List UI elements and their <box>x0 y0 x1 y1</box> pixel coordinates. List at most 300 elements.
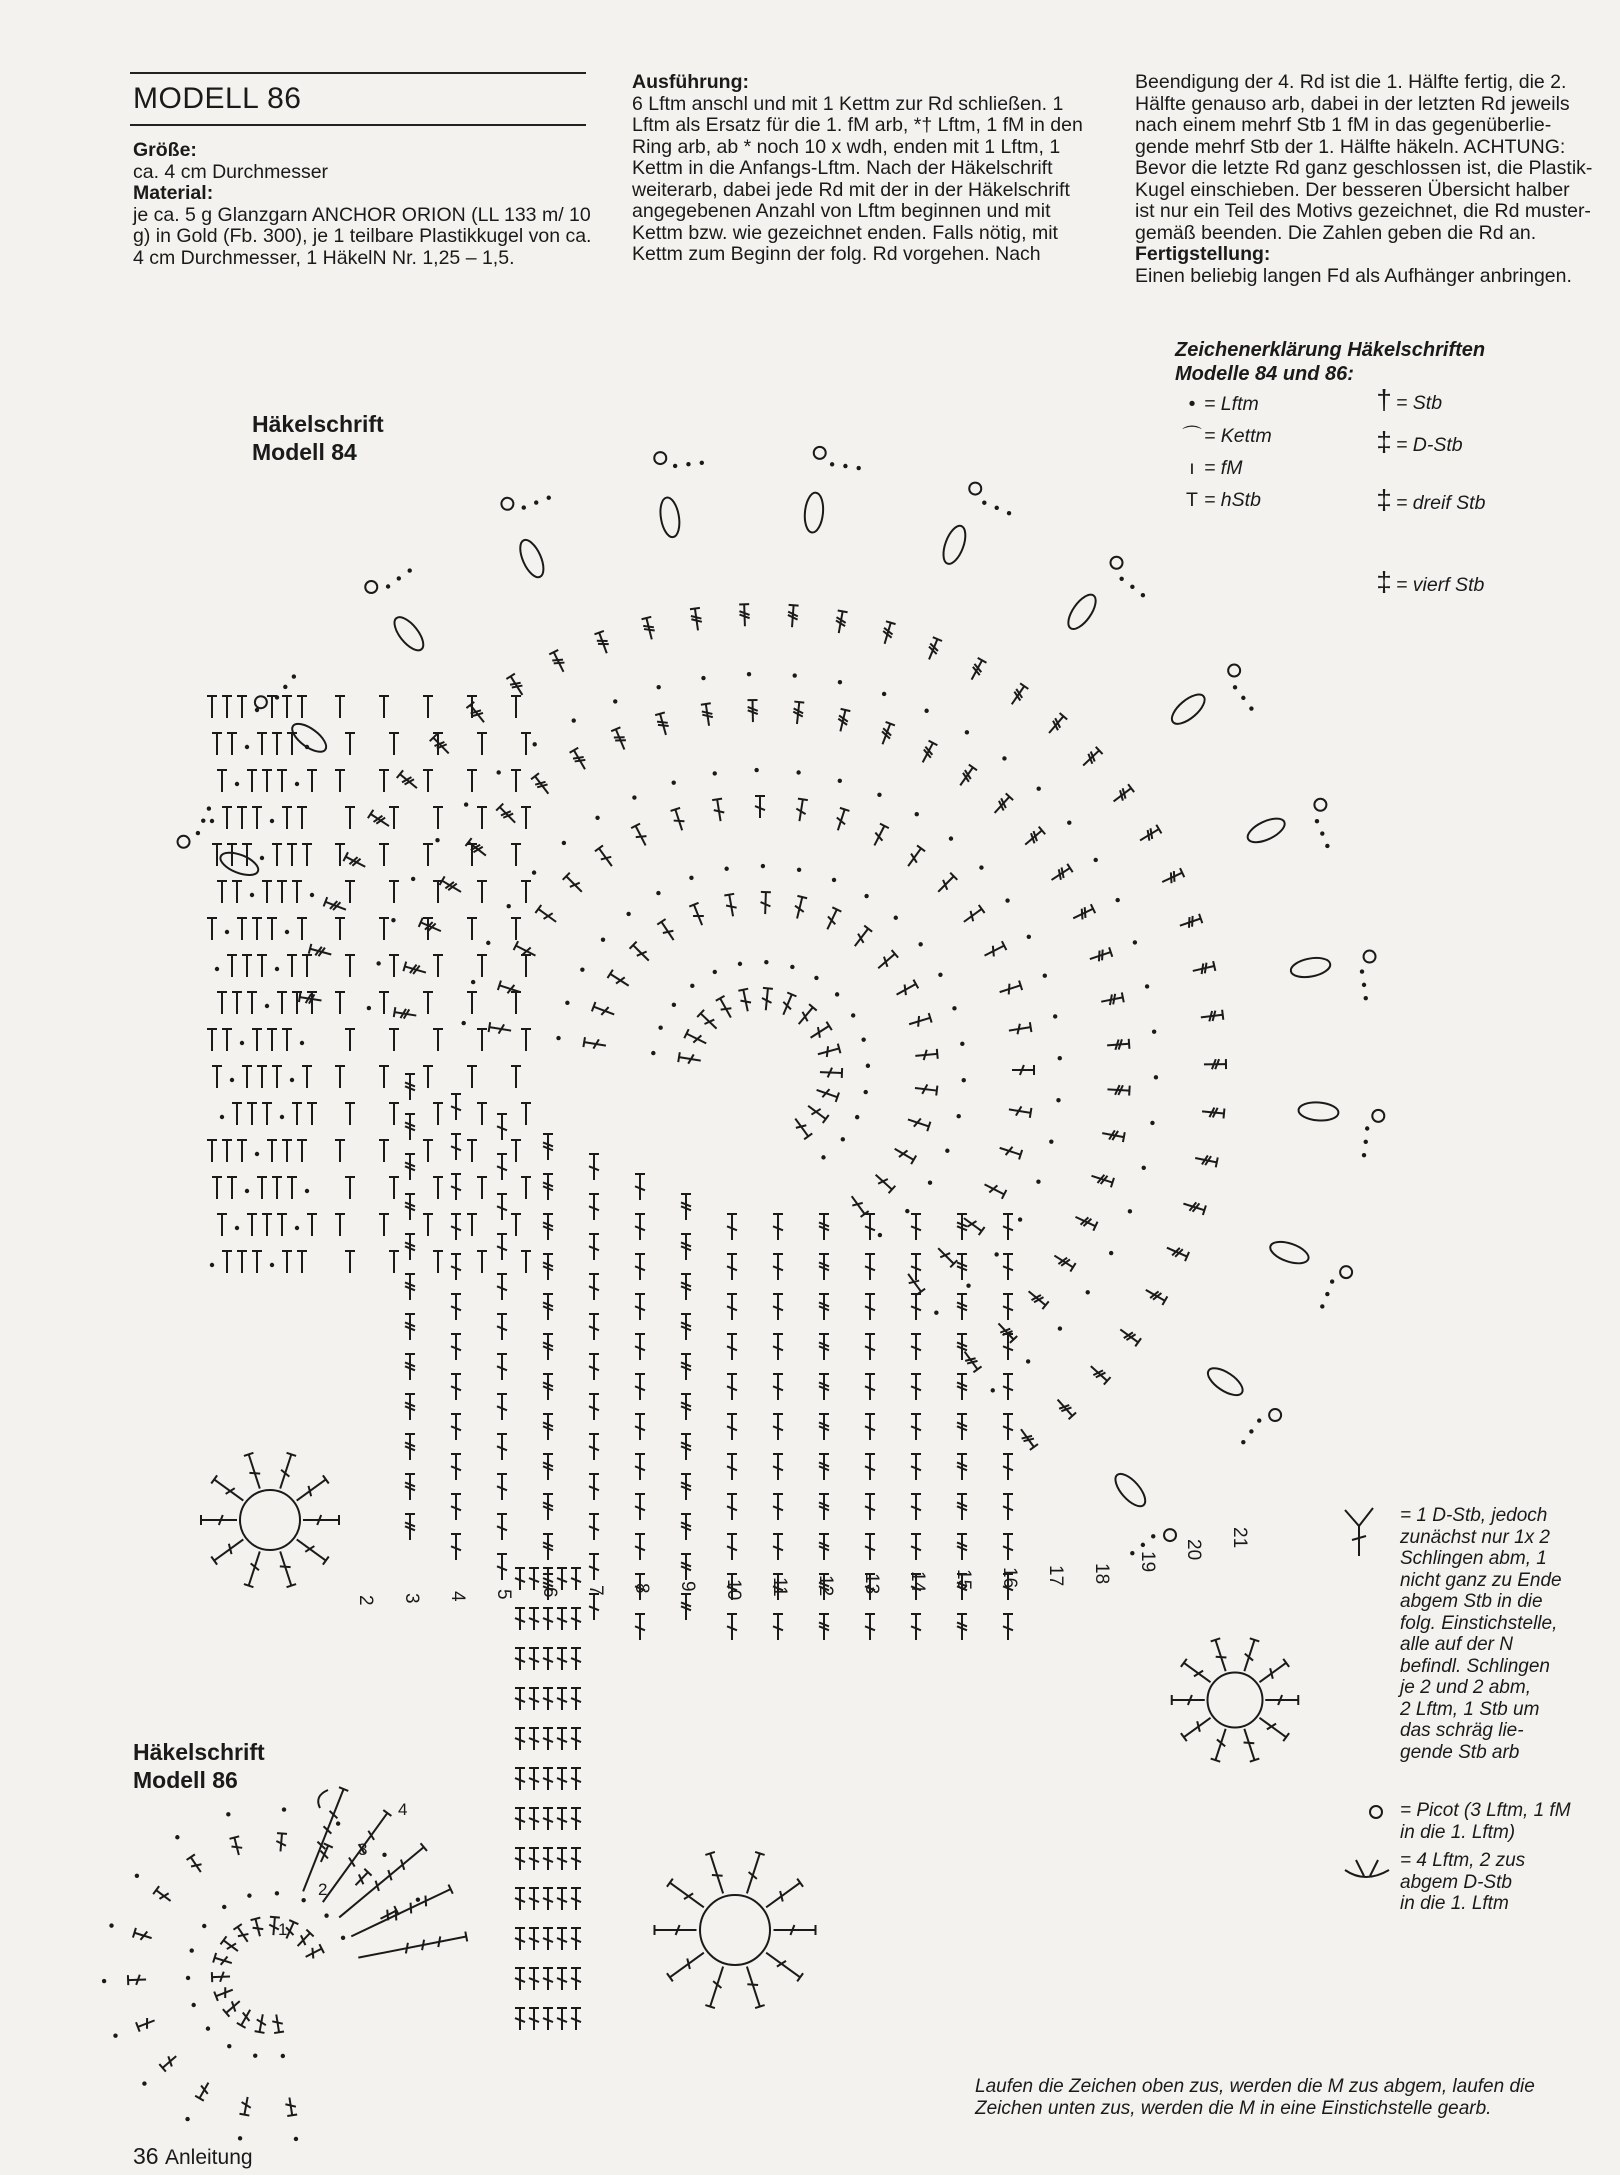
chain-dot <box>196 831 200 835</box>
stitch-bar <box>1022 1436 1032 1439</box>
chain-dot <box>928 1181 932 1185</box>
chain-dot <box>1058 1326 1062 1330</box>
chain-dot <box>416 1897 420 1901</box>
round-number-86: 1 <box>278 1920 288 1939</box>
stitch-bar <box>1213 1011 1216 1021</box>
stitch-bar <box>573 757 584 759</box>
stitch-bar <box>965 1358 975 1361</box>
round-number: 7 <box>585 1585 606 1596</box>
round-number: 13 <box>861 1573 882 1595</box>
chain-dot <box>701 676 705 680</box>
legend-label: = Stb <box>1396 392 1443 414</box>
stitch-top <box>979 1227 985 1235</box>
petal-shape <box>939 523 970 567</box>
chain-dot <box>1365 1126 1369 1130</box>
stitch-symbol <box>566 876 582 892</box>
stitch-top <box>797 896 807 898</box>
chain-dot <box>832 878 836 882</box>
chain-dot <box>724 867 728 871</box>
stitch-bar <box>796 1125 806 1128</box>
chain-dot <box>562 841 566 845</box>
stitch-symbol <box>874 826 884 846</box>
stitch-top <box>221 1936 227 1944</box>
stitch-bar <box>535 782 545 785</box>
chain-dot <box>1362 1153 1366 1157</box>
picot-symbol <box>1269 1409 1281 1421</box>
page-number: 36 <box>133 2143 159 2169</box>
diagram-label-line: Häkelschrift <box>252 411 384 437</box>
picot-symbol <box>969 483 981 495</box>
stitch-top <box>1222 1010 1223 1020</box>
stitch-top <box>724 894 734 896</box>
stitch-top <box>230 1836 240 1839</box>
chain-dot <box>191 2003 195 2007</box>
chain-dot <box>471 980 475 984</box>
stitch-bar <box>658 725 669 726</box>
stitch-bar <box>852 1203 862 1206</box>
stitch-top <box>797 1879 803 1887</box>
round-number: 9 <box>677 1581 698 1592</box>
stitch-bar <box>191 1864 202 1866</box>
stitch-bar <box>253 1928 264 1929</box>
chain-dot <box>532 870 536 874</box>
chain-dot <box>979 865 983 869</box>
chain-dot <box>238 2136 242 2140</box>
chain-dot <box>656 891 660 895</box>
chain-dot <box>1154 1075 1158 1079</box>
stitch-bar <box>1017 1024 1019 1035</box>
triple-treble-symbol: ‡ <box>1376 566 1392 597</box>
chain-dot <box>1145 984 1149 988</box>
chain-dot <box>713 771 717 775</box>
stitch-symbol <box>747 1967 760 2007</box>
stitch-bar <box>967 1361 977 1364</box>
stitch-top <box>667 1879 673 1887</box>
stitch-top <box>287 2114 297 2116</box>
stitch-bar <box>280 1566 291 1567</box>
stitch-symbol <box>686 1034 706 1044</box>
chain-dot <box>367 1006 371 1010</box>
chain-dot <box>206 2026 210 2030</box>
stitch-top <box>886 621 896 624</box>
chain-dot <box>814 976 818 980</box>
chain-dot <box>1109 1251 1113 1255</box>
legend-label: = hStb <box>1204 489 1261 511</box>
stitch-bar <box>1123 788 1126 798</box>
stitch-symbol <box>710 1853 723 1893</box>
chain-dot <box>962 1078 966 1082</box>
instructions-line: weiterarb, dabei jede Rd mit der in der Häkelschrift <box>632 178 1070 201</box>
chain-dot <box>1058 1056 1062 1060</box>
round-number: 6 <box>539 1587 560 1598</box>
stitch-top <box>841 709 851 711</box>
chain-dot <box>1241 1440 1245 1444</box>
stitch-bar <box>878 1179 888 1184</box>
stitch-bar <box>818 1027 820 1038</box>
chain-dot <box>938 973 942 977</box>
round-number: 3 <box>401 1593 422 1604</box>
chain-dot <box>275 695 279 699</box>
stitch-top <box>763 988 773 989</box>
stitch-top <box>323 1557 329 1565</box>
chain-dot <box>1036 1179 1040 1183</box>
picot-symbol <box>365 581 377 593</box>
stitch-bar <box>674 821 685 822</box>
chain-dot <box>292 674 296 678</box>
chain-dot <box>838 779 842 783</box>
round-number-86: 3 <box>358 1840 368 1859</box>
chain-dot <box>713 970 717 974</box>
stitch-symbol <box>214 1479 243 1500</box>
stitch-symbol <box>694 905 702 925</box>
stitch-bar <box>229 1544 232 1554</box>
stitch-bar <box>320 1851 327 1859</box>
flower-center <box>1208 1673 1263 1728</box>
chain-dot <box>1362 983 1366 987</box>
petal-shape <box>515 537 548 581</box>
size-heading: Größe: <box>133 139 197 161</box>
stitch-bar <box>1197 1721 1200 1731</box>
footer-note-line: Zeichen unten zus, werden die M in eine Einstichstelle gearb. <box>975 2097 1492 2119</box>
stitch-bar <box>712 1875 723 1876</box>
chain-dot <box>924 709 928 713</box>
stitch-top <box>1181 1733 1187 1741</box>
legend-special-line: befindl. Schlingen <box>1400 1655 1550 1677</box>
chain-dot <box>700 461 704 465</box>
stitch-bar <box>554 663 565 664</box>
stitch-top <box>712 799 722 801</box>
stitch-symbol <box>1184 1718 1211 1737</box>
stitch-top <box>274 2032 284 2034</box>
stitch-top <box>917 845 925 851</box>
stitch-bar <box>1009 984 1010 995</box>
continuation-line: ist nur ein Teil des Motivs gezeichnet, die Rd muster- <box>1135 200 1591 222</box>
chain-dot <box>672 1003 676 1007</box>
legend-special-line: gende Stb arb <box>1400 1741 1520 1763</box>
stitch-bar <box>1059 869 1061 880</box>
stitch-top <box>969 765 977 771</box>
section-name: Anleitung <box>164 2146 253 2169</box>
chain-dot <box>796 770 800 774</box>
chain-dot <box>556 1036 560 1040</box>
petal-shape <box>803 492 825 534</box>
chain-dot <box>1142 1166 1146 1170</box>
legend-special-line: folg. Einstichstelle, <box>1400 1612 1558 1634</box>
stitch-top <box>1283 1733 1289 1741</box>
chain-dot <box>1056 1098 1060 1102</box>
stitch-bar <box>691 619 701 622</box>
chain-dot <box>281 2054 285 2058</box>
stitch-bar <box>312 1948 313 1959</box>
chain-dot <box>965 730 969 734</box>
chain-dot <box>861 1037 865 1041</box>
stitch-top <box>187 1854 195 1860</box>
legend-special-line: 2 Lftm, 1 Stb um <box>1400 1698 1540 1720</box>
chain-dot <box>1027 935 1031 939</box>
chain-dot <box>982 501 986 505</box>
round-number: 5 <box>493 1589 514 1600</box>
stitch-top <box>213 1953 216 1963</box>
chain-dot <box>324 1913 328 1917</box>
stitch-symbol <box>1054 1256 1073 1268</box>
stitch-symbol <box>827 909 836 929</box>
chain-dot <box>486 941 490 945</box>
stitch-symbol <box>1184 1663 1211 1682</box>
chain-dot <box>1067 820 1071 824</box>
stitch-symbol <box>960 767 973 785</box>
continuation-line: nach einem mehrf Stb 1 fM in das gegenüberlie- <box>1135 114 1552 136</box>
stitch-symbol <box>1012 686 1024 704</box>
chain-dot <box>507 904 511 908</box>
continuation-line: Bevor die letzte Rd ganz geschlossen ist, die Plastik- <box>1135 157 1593 179</box>
chain-dot <box>821 1155 825 1159</box>
legend-special-line: = 1 D-Stb, jedoch <box>1400 1505 1548 1526</box>
stitch-bar <box>1099 951 1100 962</box>
chain-dot <box>270 1263 274 1267</box>
stitch-top <box>133 1928 136 1938</box>
stitch-symbol <box>876 1175 892 1190</box>
stitch-bar <box>1244 1743 1255 1744</box>
chain-dot <box>1128 1209 1132 1213</box>
stitch-top <box>738 989 748 991</box>
chain-dot <box>1115 898 1119 902</box>
legend-label: = dreif Stb <box>1396 492 1486 514</box>
stitch-bar <box>1120 790 1123 800</box>
chain-dot <box>905 1209 909 1213</box>
stitch-bar <box>644 629 655 630</box>
chain-dot <box>1005 898 1009 902</box>
stitch-top <box>1067 864 1072 872</box>
stitch-symbol <box>303 1789 343 1891</box>
chain-dot <box>142 2081 146 2085</box>
chain-dot <box>301 1898 305 1902</box>
stitch-top <box>655 712 665 715</box>
chain-dot <box>1320 1304 1324 1308</box>
stitch-bar <box>1192 916 1193 927</box>
chain-dot <box>1152 1029 1156 1033</box>
stitch-symbol <box>280 1551 291 1585</box>
chain-dot <box>341 1936 345 1940</box>
chain-dot <box>295 1226 299 1230</box>
legend-special-line: alle auf der N <box>1400 1634 1514 1655</box>
picot-symbol <box>1314 799 1326 811</box>
chain-dot <box>632 795 636 799</box>
chain-dot <box>391 918 395 922</box>
stitch-bar <box>537 784 547 787</box>
chain-dot <box>305 1189 309 1193</box>
stitch-top <box>323 1475 329 1483</box>
chain-dot <box>226 1812 230 1816</box>
petal-shape <box>389 613 428 655</box>
slip-stitch-symbol: ⌒ <box>1182 425 1202 447</box>
stitch-bar <box>740 1001 751 1003</box>
legend-label: = vierf Stb <box>1396 574 1485 596</box>
stitch-top <box>211 1557 217 1565</box>
stitch-symbol <box>766 1953 800 1978</box>
stitch-top <box>917 1289 925 1295</box>
chain-dot <box>1133 940 1137 944</box>
round-number-86: 2 <box>318 1880 328 1899</box>
stitch-top <box>1181 1659 1187 1667</box>
stitch-bar <box>1209 1011 1212 1021</box>
chain-dot <box>1026 1359 1030 1363</box>
stitch-top <box>251 1918 261 1921</box>
chain-dot <box>952 1006 956 1010</box>
petal-shape <box>1298 1101 1339 1122</box>
chain-dot <box>135 1874 139 1878</box>
stitch-bar <box>704 1020 714 1024</box>
chain-dot <box>534 500 538 504</box>
stitch-top <box>583 1037 585 1047</box>
chain-dot <box>201 819 205 823</box>
round-number: 20 <box>1183 1539 1204 1561</box>
chain-dot <box>856 466 860 470</box>
instructions-line: Kettm zum Beginn der folg. Rd vorgehen. Nach <box>632 243 1041 265</box>
chain-dot <box>435 838 439 842</box>
chain-dot <box>382 1853 386 1857</box>
picot-symbol <box>1372 1110 1384 1122</box>
chain-dot <box>601 938 605 942</box>
stitch-top <box>1129 1039 1130 1049</box>
chain-dot <box>843 464 847 468</box>
stitch-symbol <box>633 945 649 960</box>
chain-dot <box>1119 577 1123 581</box>
chain-dot <box>1037 786 1041 790</box>
chain-dot <box>295 782 299 786</box>
stitch-bar <box>1174 871 1175 882</box>
chain-dot <box>1330 1279 1334 1283</box>
chain-dot <box>1320 831 1324 835</box>
chain-dot <box>285 930 289 934</box>
chain-dot <box>830 462 834 466</box>
round-number: 19 <box>1137 1551 1158 1573</box>
chain-dot <box>411 877 415 881</box>
stitch-top <box>1216 1157 1218 1167</box>
chain-dot <box>1241 696 1245 700</box>
stitch-top <box>233 1924 241 1930</box>
chain-dot <box>966 1283 970 1287</box>
chain-dot <box>461 1021 465 1025</box>
chain-dot <box>835 992 839 996</box>
stitch-bar <box>422 1940 424 1951</box>
half-double-symbol: T <box>1186 489 1198 511</box>
petal-shape <box>217 848 261 879</box>
stitch-bar <box>1062 867 1064 878</box>
round-number: 21 <box>1229 1527 1250 1549</box>
chain-dot <box>1086 1290 1090 1294</box>
chain-dot <box>1315 819 1319 823</box>
chain-dot <box>102 1979 106 1983</box>
stitch-bar <box>827 1046 828 1057</box>
stitch-bar <box>905 984 906 995</box>
chain-dot <box>1053 1014 1057 1018</box>
legend-special-icons <box>1345 1508 1389 1877</box>
chain-dot <box>994 1252 998 1256</box>
finish-heading: Fertigstellung: <box>1135 243 1271 265</box>
stitch-bar <box>643 626 654 627</box>
continuation-line: gemäß beenden. Die Zahlen geben die Rd an. <box>1135 221 1537 244</box>
stitch-bar <box>1189 917 1190 928</box>
chain-dot <box>689 876 693 880</box>
legend-special-line: in die 1. Lftm) <box>1400 1821 1516 1843</box>
stitch-top <box>239 2114 249 2116</box>
chart-modell-86 <box>102 1787 467 2141</box>
stitch-bar <box>909 1281 919 1284</box>
stitch-bar <box>971 911 974 921</box>
legend-label: = D-Stb <box>1396 434 1463 456</box>
chain-dot <box>265 1004 269 1008</box>
stitch-top <box>1129 1086 1130 1096</box>
legend-label: = fM <box>1204 457 1243 479</box>
stitch-top <box>979 905 985 913</box>
chain-dot <box>686 462 690 466</box>
stitch-top <box>690 608 700 609</box>
material-heading: Material: <box>133 182 214 204</box>
stitch-bar <box>285 2104 296 2106</box>
chain-dot <box>613 699 617 703</box>
material-line: g) in Gold (Fb. 300), je 1 teilbare Plastikkugel von ca. <box>133 225 592 247</box>
picot-symbol <box>1228 665 1240 677</box>
round-number: 4 <box>447 1591 468 1602</box>
stitch-top <box>309 944 312 954</box>
chain-dot <box>185 2117 189 2121</box>
chain-dot <box>522 505 526 509</box>
stitch-bar <box>425 1896 426 1907</box>
stitch-symbol <box>371 814 389 826</box>
stitch-top <box>394 1007 396 1017</box>
stitch-bar <box>687 1959 690 1969</box>
petal-shape <box>658 496 682 538</box>
stitch-top <box>973 1366 981 1372</box>
chain-dot <box>222 1905 226 1909</box>
stitch-top <box>642 617 652 619</box>
treble-symbol: ‡ <box>1376 426 1392 457</box>
stitch-top <box>1135 1338 1141 1346</box>
stitch-top <box>607 970 612 978</box>
legend-label: = Kettm <box>1204 425 1272 447</box>
stitch-top <box>368 810 373 818</box>
stitch-symbol <box>670 1883 704 1908</box>
stitch-bar <box>693 1035 701 1042</box>
stitch-top <box>277 1833 287 1834</box>
chain-dot <box>113 2034 117 2038</box>
chain-dot <box>1360 969 1364 973</box>
stitch-symbol <box>297 1479 326 1500</box>
chain-dot <box>1364 996 1368 1000</box>
chain-dot <box>673 464 677 468</box>
stitch-symbol <box>985 1184 1005 1194</box>
round-number: 14 <box>907 1571 928 1593</box>
stitch-top <box>797 1973 803 1981</box>
chain-dot <box>1130 1551 1134 1555</box>
flower-center <box>240 1490 300 1550</box>
petal-shape <box>1289 955 1332 980</box>
stitch-top <box>667 1973 673 1981</box>
legend-special-line: = Picot (3 Lftm, 1 fM <box>1400 1800 1571 1821</box>
chain-dot <box>175 1835 179 1839</box>
stitch-bar <box>1171 872 1172 883</box>
chain-dot <box>1325 844 1329 848</box>
chain-dot <box>864 894 868 898</box>
stitch-top <box>678 1052 680 1062</box>
petal-shape <box>288 719 331 757</box>
stitch-bar <box>396 1910 397 1921</box>
picot-symbol <box>1340 1266 1352 1278</box>
stitch-bar <box>438 1936 440 1947</box>
picot-symbol <box>178 836 190 848</box>
chain-dot <box>1043 973 1047 977</box>
chain-dot <box>235 782 239 786</box>
